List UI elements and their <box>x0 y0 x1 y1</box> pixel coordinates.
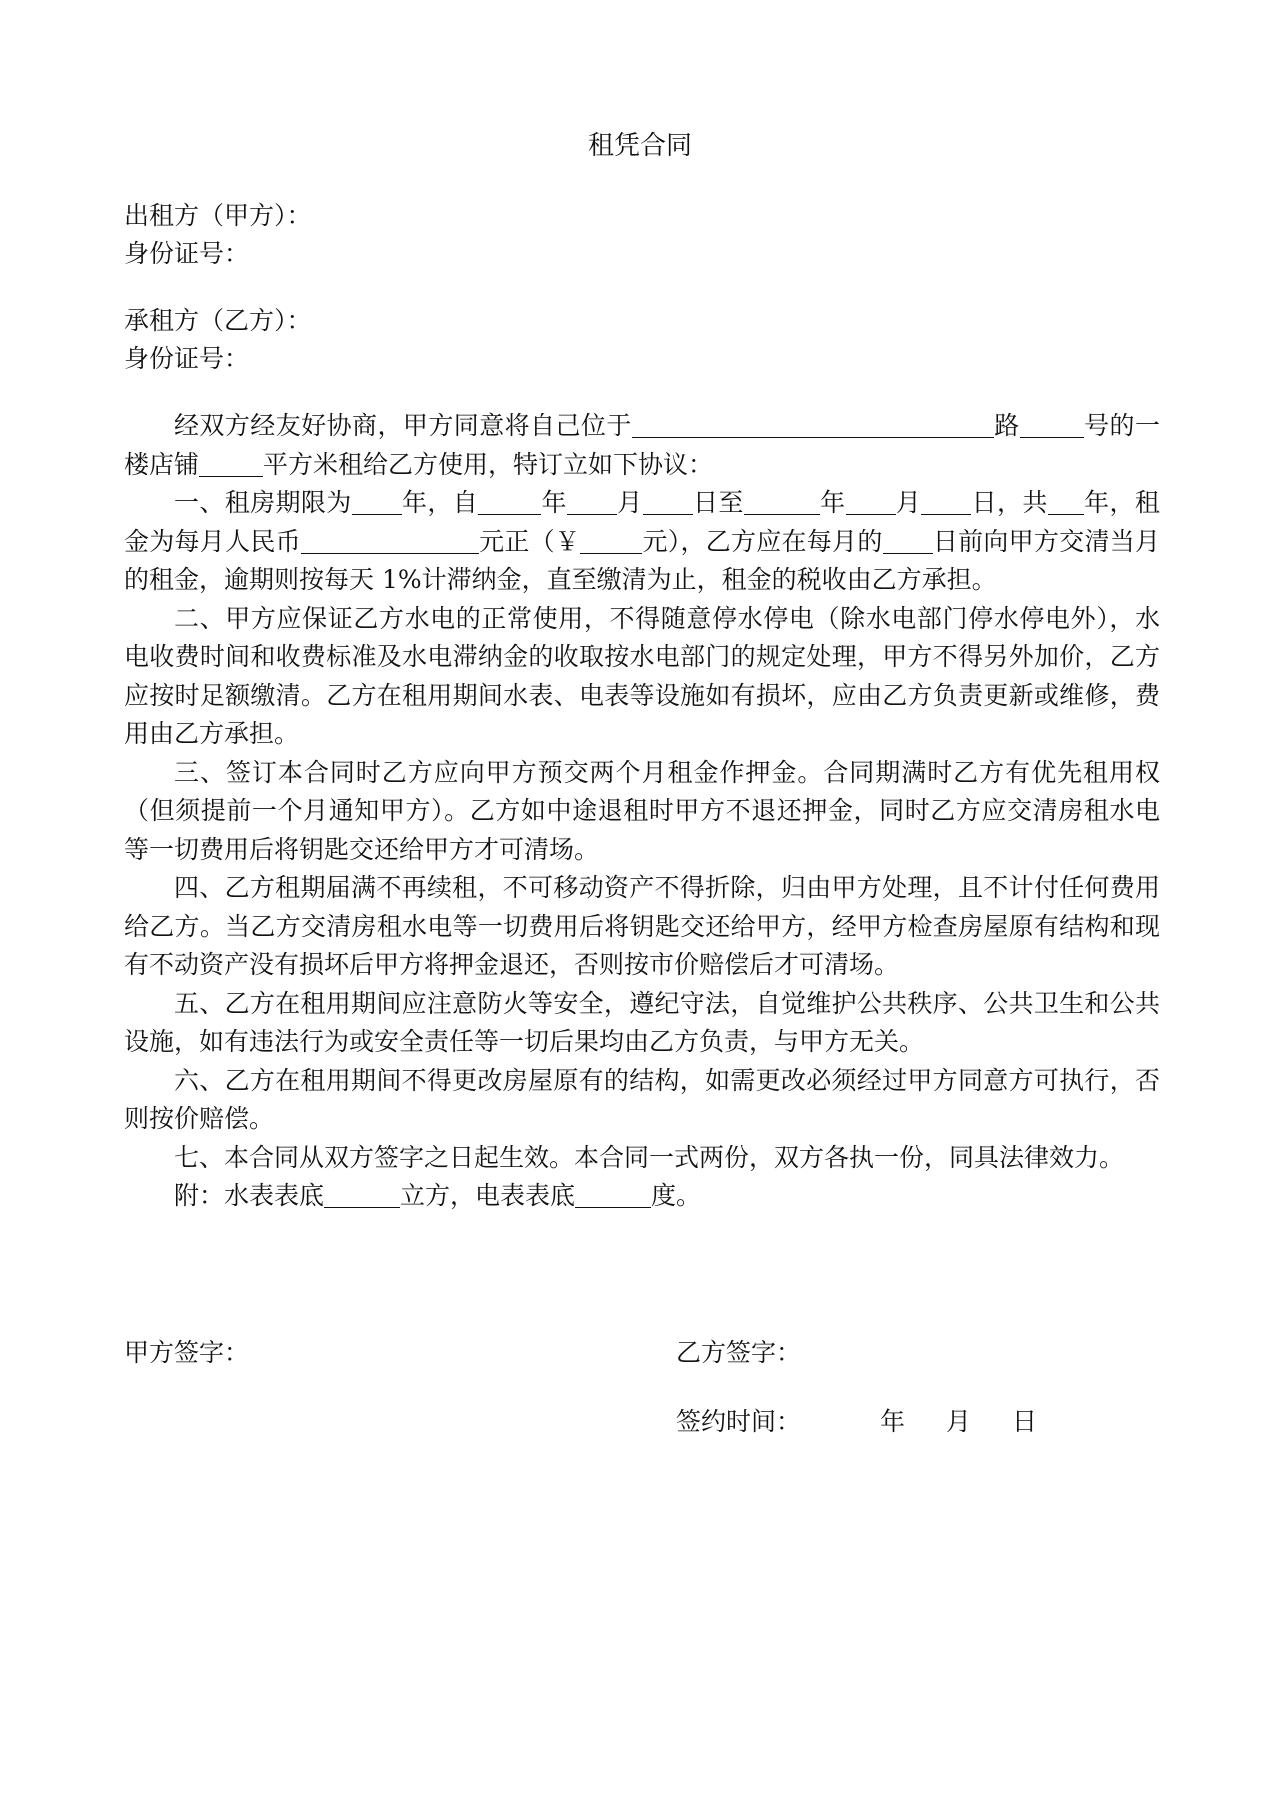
intro-text: 经双方经友好协商，甲方同意将自己位于 <box>174 411 632 440</box>
clause-text: 日至 <box>692 488 744 517</box>
lessee-label: 承租方（乙方）： <box>124 306 312 335</box>
clause-text: 日，共 <box>971 488 1048 517</box>
water-meter-blank[interactable] <box>324 1179 400 1208</box>
clause-text: 日前向甲方交清当月的租金，逾期则按每天 1%计滞纳金，直至缴清为止，租金的税收由乙方承担。 <box>124 526 1160 594</box>
clause-4: 四、乙方租期届满不再续租，不可移动资产不得折除，归由甲方处理，且不计付任何费用给乙方。当乙方交清房租水电等一切费用后将钥匙交还给甲方，经甲方检查房屋原有结构和现有不动资产没有损坏后甲方将押金退还，否则按市价赔偿后才可清场。 <box>124 873 1160 979</box>
clause-6: 六、乙方在租用期间不得更改房屋原有的结构，如需更改必须经过甲方同意方可执行，否则按价赔偿。 <box>124 1065 1160 1133</box>
end-year-blank[interactable] <box>744 486 820 515</box>
lessee-id-label: 身份证号： <box>124 344 250 373</box>
clause-2: 二、甲方应保证乙方水电的正常使用，不得随意停水停电（除水电部门停水停电外），水电收费时间和收费标准及水电滞纳金的收取按水电部门的规定处理，甲方不得另外加价，乙方应按时足额缴清。乙方在租用期间水表、电表等设施如有损坏，应由乙方负责更新或维修，费用由乙方承担。 <box>124 603 1160 748</box>
signing-date-label: 签约时间： <box>676 1407 802 1436</box>
date-day: 日 <box>1012 1407 1038 1436</box>
number-blank[interactable] <box>1020 409 1084 438</box>
clause-7: 七、本合同从双方签字之日起生效。本合同一式两份，双方各执一份，同具法律效力。 <box>174 1142 1125 1172</box>
clause-text: 年，租金为每月人民币 <box>124 488 1160 556</box>
party-a-signature-label: 甲方签字： <box>124 1338 250 1367</box>
area-blank[interactable] <box>199 448 263 477</box>
lessor-id-label: 身份证号： <box>124 239 250 268</box>
intro-text: 平方米租给乙方使用，特订立如下协议： <box>263 449 714 479</box>
date-month: 月 <box>946 1407 972 1436</box>
appendix-text: 度。 <box>651 1181 702 1210</box>
clause-1 <box>124 484 1160 600</box>
clause-text: 一、租房期限为 <box>174 488 352 517</box>
rent-amount-blank[interactable] <box>301 525 479 554</box>
appendix-text: 立方，电表表底 <box>400 1181 576 1210</box>
lessor-label: 出租方（甲方）： <box>124 201 312 230</box>
clause-text: 元），乙方应在每月的 <box>642 526 883 556</box>
clause-3: 三、签订本合同时乙方应向甲方预交两个月租金作押金。合同期满时乙方有优先租用权（但须提前一个月通知甲方）。乙方如中途退租时甲方不退还押金，同时乙方应交清房租水电等一切费用后将钥匙交还给甲方才可清场。 <box>124 757 1160 864</box>
total-years-blank[interactable] <box>1048 486 1084 515</box>
intro-paragraph <box>124 407 1160 484</box>
address-blank[interactable] <box>632 409 994 438</box>
appendix <box>124 1177 1160 1216</box>
clause-text: 月 <box>616 488 643 517</box>
intro-text: 路 <box>993 411 1020 440</box>
clause-text: 年 <box>819 488 846 517</box>
clause-text: 年 <box>541 488 567 517</box>
start-year-blank[interactable] <box>478 486 541 515</box>
start-day-blank[interactable] <box>643 486 693 515</box>
document-title: 租凭合同 <box>587 131 692 161</box>
intro-text: 号的一楼店铺 <box>124 411 1160 479</box>
clause-text: 月 <box>895 488 922 517</box>
end-month-blank[interactable] <box>846 486 896 515</box>
rent-figure-blank[interactable] <box>580 525 642 554</box>
due-day-blank[interactable] <box>883 525 933 554</box>
appendix-text: 附：水表表底 <box>174 1181 325 1210</box>
clause-text: 年，自 <box>401 488 479 517</box>
end-day-blank[interactable] <box>921 486 971 515</box>
clause-5: 五、乙方在租用期间应注意防火等安全，遵纪守法，自觉维护公共秩序、公共卫生和公共设施，如有违法行为或安全责任等一切后果均由乙方负责，与甲方无关。 <box>124 988 1160 1056</box>
start-month-blank[interactable] <box>567 486 617 515</box>
party-b-signature-label: 乙方签字： <box>676 1338 802 1367</box>
contract-body <box>124 407 1160 1216</box>
date-year: 年 <box>880 1407 906 1436</box>
electric-meter-blank[interactable] <box>575 1179 651 1208</box>
term-years-blank[interactable] <box>352 486 402 515</box>
clause-text: 元正（￥ <box>478 526 581 556</box>
